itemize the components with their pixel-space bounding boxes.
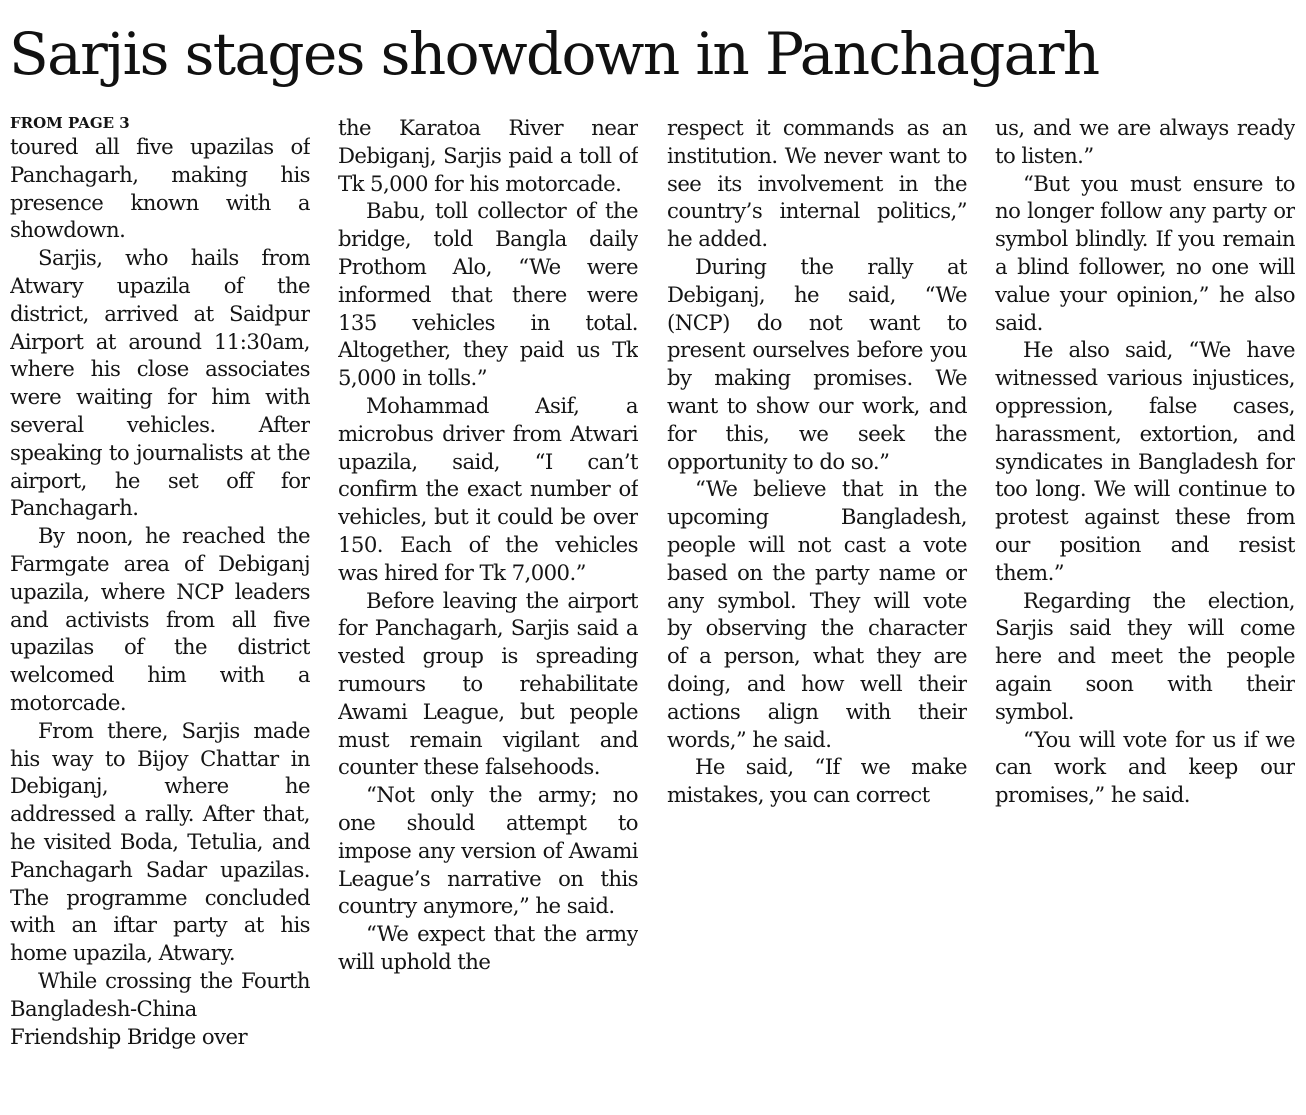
article-paragraph: Regarding the election, Sarjis said they will come here and meet the people again soon with their symbol. xyxy=(995,587,1295,724)
article-paragraph: “But you must ensure to no longer follow any party or symbol blindly. If you remain a blind follower, no one will value your opinion,” he also said. xyxy=(995,170,1295,335)
headline: Sarjis stages showdown in Panchagarh xyxy=(9,20,1099,88)
article-paragraph: Babu, toll collector of the bridge, told Bangla daily Prothom Alo, “We were informed that there were 135 vehicles in total. Altogether, they paid us Tk 5,000 in tolls.” xyxy=(338,198,638,391)
article-paragraph: Before leaving the airport for Panchagarh, Sarjis said a vested group is spreading rumours to rehabilitate Awami League, but people must remain vigilant and counter these falsehoods. xyxy=(338,587,638,780)
article-paragraph: us, and we are always ready to listen.” xyxy=(995,115,1295,168)
article-column-1 xyxy=(10,114,310,1104)
article-paragraph: While crossing the Fourth Bangladesh-China Friendship Bridge over xyxy=(10,967,310,1049)
article-paragraph: “We believe that in the upcoming Bangladesh, people will not cast a vote based on the party name or any symbol. They will vote by observing the character of a person, what they are doing, and how well their actions align with their words,” he said. xyxy=(667,476,967,752)
article-paragraph: From there, Sarjis made his way to Bijoy Chattar in Debiganj, where he addressed a rally. After that, he visited Boda, Tetulia, and Panchagarh Sadar upazilas. The programme concluded with an iftar party at his home upazila, Atwary. xyxy=(10,717,310,966)
article-paragraph: Mohammad Asif, a microbus driver from Atwari upazila, said, “I can’t confirm the exact number of vehicles, but it could be over 150. Each of the vehicles was hired for Tk 7,000.” xyxy=(338,392,638,585)
article-paragraph: toured all five upazilas of Panchagarh, making his presence known with a showdown. xyxy=(10,134,310,243)
article-paragraph: respect it commands as an institution. We never want to see its involvement in the country’s internal politics,” he added. xyxy=(667,115,967,252)
article-paragraph: He also said, “We have witnessed various injustices, oppression, false cases, harassment, extortion, and syndicates in Bangladesh for too long. We will continue to protest against these from our position and resist them.” xyxy=(995,337,1295,585)
article-column-4 xyxy=(995,114,1295,1104)
article-paragraph: “Not only the army; no one should attempt to impose any version of Awami League’s narrative on this country anymore,” he said. xyxy=(338,782,638,919)
article-paragraph: He said, “If we make mistakes, you can correct xyxy=(667,754,967,808)
article-paragraph: the Karatoa River near Debiganj, Sarjis paid a toll of Tk 5,000 for his motorcade. xyxy=(338,115,638,196)
article-paragraph: By noon, he reached the Farmgate area of Debiganj upazila, where NCP leaders and activists from all five upazilas of the district welcomed him with a motorcade. xyxy=(10,523,310,715)
article-paragraph: “You will vote for us if we can work and keep our promises,” he said. xyxy=(995,726,1295,808)
article-column-2 xyxy=(338,114,638,1104)
article-column-3 xyxy=(667,114,967,1104)
article-paragraph: During the rally at Debiganj, he said, “We (NCP) do not want to present ourselves before you by making promises. We want to show our work, and for this, we seek the opportunity to do so.” xyxy=(667,253,967,474)
jump-line: FROM PAGE 3 xyxy=(10,114,130,132)
article-paragraph: “We expect that the army will uphold the xyxy=(338,921,638,974)
article-paragraph: Sarjis, who hails from Atwary upazila of the district, arrived at Saidpur Airport at around 11:30am, where his close associates were waiting for him with several vehicles. After speaking to journalists at the airport, he set off for Panchagarh. xyxy=(10,245,310,521)
